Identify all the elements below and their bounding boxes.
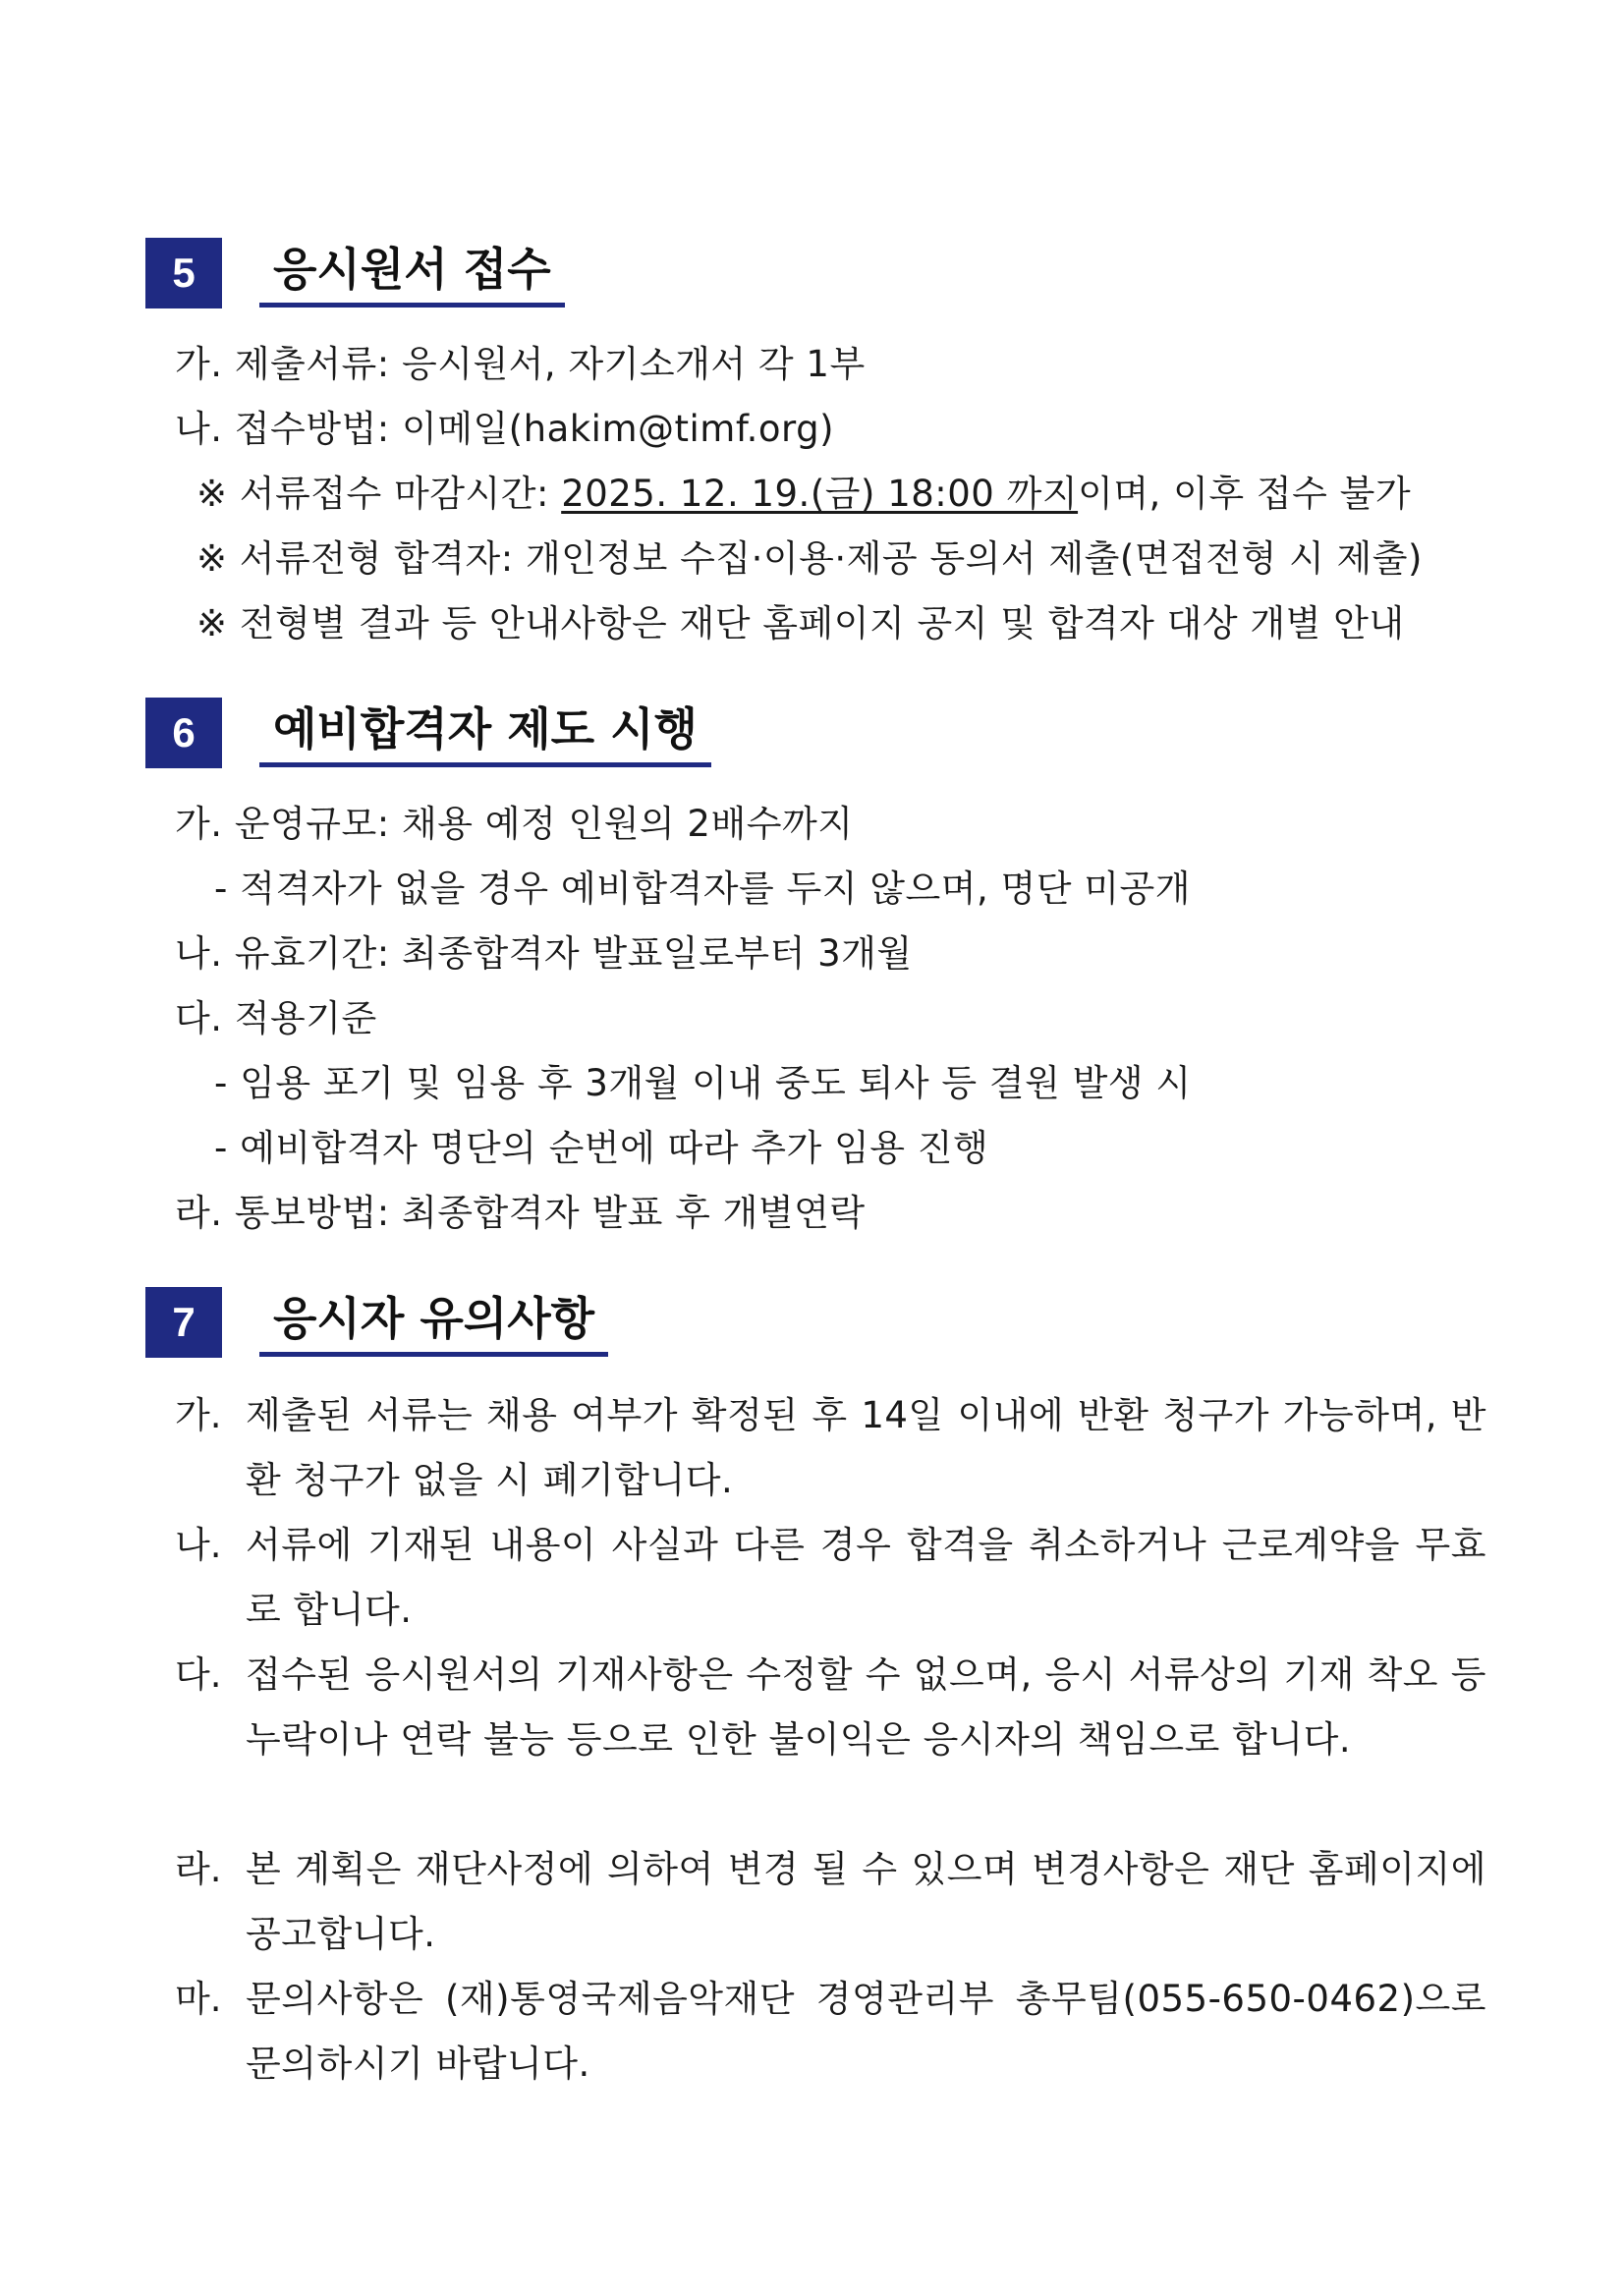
item-submission-method: 나. 접수방법: 이메일(hakim@timf.org)	[175, 408, 835, 450]
note-document-pass: ※ 서류전형 합격자: 개인정보 수집·이용·제공 동의서 제출(면접전형 시 제출)	[196, 537, 1423, 580]
item-notification-method: 라. 통보방법: 최종합격자 발표 후 개별연락	[175, 1192, 866, 1234]
notice-marker: 나.	[175, 1524, 222, 1566]
notice-text: 문의사항은 (재)통영국제음악재단 경영관리부 총무팀(055-650-0462)으로 문의하시기 바랍니다.	[246, 1978, 1486, 2085]
section-number-badge: 7	[145, 1287, 222, 1358]
notice-item	[175, 1513, 1486, 1643]
sub-item-vacancy: - 임용 포기 및 임용 후 3개월 이내 중도 퇴사 등 결원 발생 시	[214, 1062, 1192, 1104]
section-title: 응시원서 접수	[259, 238, 565, 308]
item-submission-documents: 가. 제출서류: 응시원서, 자기소개서 각 1부	[175, 343, 866, 385]
note-result-notice: ※ 전형별 결과 등 안내사항은 재단 홈페이지 공지 및 합격자 대상 개별 안내	[196, 602, 1405, 644]
notice-text: 접수된 응시원서의 기재사항은 수정할 수 없으며, 응시 서류상의 기재 착오 등 누락이나 연락 불능 등으로 인한 불이익은 응시자의 책임으로 합니다.	[246, 1653, 1486, 1761]
note-deadline-suffix: 이며, 이후 접수 불가	[1078, 473, 1412, 515]
note-deadline	[196, 470, 1411, 519]
sub-item-additional-hire: - 예비합격자 명단의 순번에 따라 추가 임용 진행	[214, 1127, 989, 1169]
notice-item	[175, 1967, 1486, 2097]
notice-text: 제출된 서류는 채용 여부가 확정된 후 14일 이내에 반환 청구가 가능하며, 반환 청구가 없을 시 폐기합니다.	[246, 1394, 1486, 1501]
item-validity-period: 나. 유효기간: 최종합격자 발표일로부터 3개월	[175, 932, 913, 975]
item-operation-scale: 가. 운영규모: 채용 예정 인원의 2배수까지	[175, 803, 854, 845]
deadline-date: 2025. 12. 19.(금) 18:00 까지	[561, 473, 1079, 515]
item-criteria: 다. 적용기준	[175, 997, 377, 1039]
notice-marker: 라.	[175, 1848, 222, 1890]
notice-text: 본 계획은 재단사정에 의하여 변경 될 수 있으며 변경사항은 재단 홈페이지에 공고합니다.	[246, 1848, 1486, 1955]
note-deadline-prefix: ※ 서류접수 마감시간:	[196, 473, 562, 515]
sub-item-no-qualified: - 적격자가 없을 경우 예비합격자를 두지 않으며, 명단 미공개	[214, 868, 1192, 910]
section-title: 응시자 유의사항	[259, 1287, 608, 1357]
notice-text: 서류에 기재된 내용이 사실과 다른 경우 합격을 취소하거나 근로계약을 무효로 합니다.	[246, 1524, 1486, 1631]
section-title: 예비합격자 제도 시행	[259, 698, 711, 767]
notice-marker: 마.	[175, 1978, 222, 2020]
notice-item	[175, 1837, 1486, 1967]
notice-marker: 다.	[175, 1653, 222, 1696]
notice-item	[175, 1383, 1486, 1513]
section-number-badge: 5	[145, 238, 222, 308]
section-number-badge: 6	[145, 698, 222, 768]
notice-item	[175, 1643, 1486, 1772]
notice-marker: 가.	[175, 1394, 222, 1436]
